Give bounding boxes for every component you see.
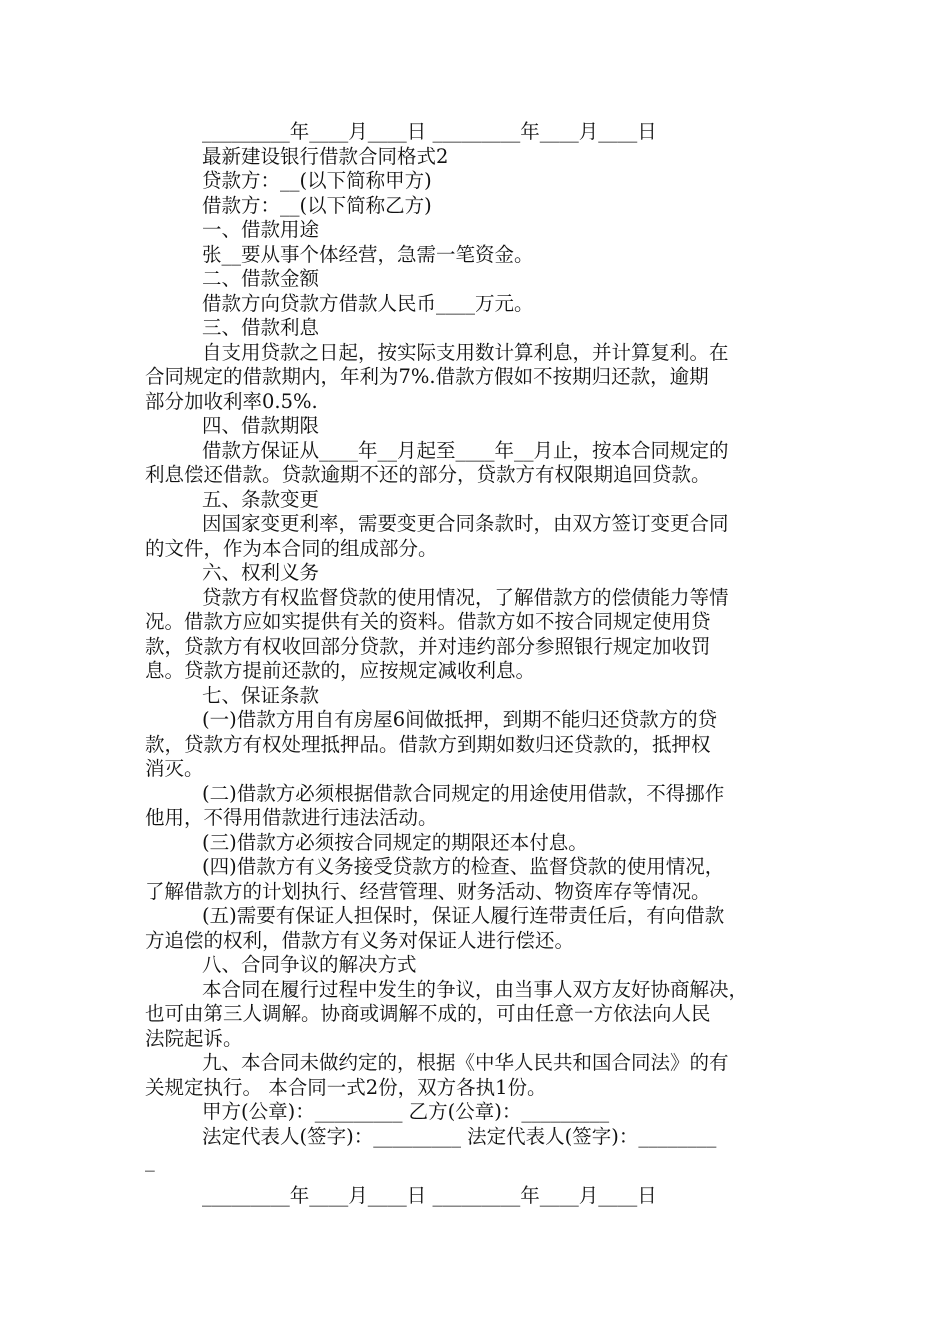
section-heading: 三、借款利息 [202, 316, 320, 339]
signature-line: 法定代表人(签字)：_________ 法定代表人(签字)：________ [202, 1124, 717, 1148]
borrower-line: 借款方：__(以下简称乙方) [202, 193, 432, 217]
paragraph-line: 款，贷款方有权收回部分贷款，并对违约部分参照银行规定加收罚 [145, 634, 711, 658]
paragraph-line: 方追偿的权利，借款方有义务对保证人进行偿还。 [145, 928, 575, 952]
paragraph-line: 况。借款方应如实提供有关的资料。借款方如不按合同规定使用贷 [145, 610, 711, 633]
signature-line-overflow: _ [145, 1149, 155, 1172]
section-heading: 七、保证条款 [202, 683, 320, 707]
spacer [145, 1174, 810, 1184]
paragraph-line: (五)需要有保证人担保时，保证人履行连带责任后，有向借款 [202, 904, 725, 927]
section-heading: 一、借款用途 [202, 218, 320, 241]
paragraph-line: 贷款方有权监督贷款的使用情况，了解借款方的偿债能力等情 [202, 585, 729, 609]
paragraph-line: 也可由第三人调解。协商或调解不成的，可由任意一方依法向人民 [145, 1002, 711, 1025]
section-heading: 五、条款变更 [202, 487, 320, 511]
paragraph-line: 的文件，作为本合同的组成部分。 [145, 536, 438, 560]
paragraph-line: 借款方向贷款方借款人民币____万元。 [202, 291, 534, 315]
seal-line: 甲方(公章)：_________ 乙方(公章)：_________ [202, 1100, 610, 1123]
paragraph-line: 张__要从事个体经营，急需一笔资金。 [202, 242, 534, 266]
paragraph-line: 款，贷款方有权处理抵押品。借款方到期如数归还贷款的，抵押权 [145, 732, 711, 756]
date-line-bottom: _________年____月____日 _________年____月____日 [202, 1183, 657, 1207]
paragraph-line: 息。贷款方提前还款的，应按规定减收利息。 [145, 659, 536, 682]
paragraph-line: (三)借款方必须按合同规定的期限还本付息。 [202, 830, 588, 854]
paragraph-line: 合同规定的借款期内，年利为7%.借款方假如不按期归还款，逾期 [145, 365, 709, 388]
section-heading: 六、权利义务 [202, 561, 320, 584]
section-heading: 四、借款期限 [202, 414, 320, 437]
paragraph-line: (二)借款方必须根据借款合同规定的用途使用借款，不得挪作 [202, 781, 725, 805]
paragraph-line: 因国家变更利率，需要变更合同条款时，由双方签订变更合同 [202, 512, 729, 535]
paragraph-line: (四)借款方有义务接受贷款方的检查、监督贷款的使用情况， [202, 855, 725, 878]
lender-line: 贷款方：__(以下简称甲方) [202, 169, 432, 192]
paragraph-line: 借款方保证从____年__月起至____年__月止，按本合同规定的 [202, 438, 729, 462]
paragraph-line: 自支用贷款之日起，按实际支用数计算利息，并计算复利。在 [202, 340, 729, 364]
paragraph-line: 消灭。 [145, 757, 204, 780]
section-heading: 二、借款金额 [202, 267, 320, 290]
paragraph-line: 利息偿还借款。贷款逾期不还的部分，贷款方有权限期追回贷款。 [145, 463, 711, 486]
paragraph-line: 部分加收利率0.5%. [145, 389, 318, 413]
paragraph-line: 他用，不得用借款进行违法活动。 [145, 806, 438, 829]
paragraph-line: 关规定执行。 本合同一式2份，双方各执1份。 [145, 1075, 547, 1099]
contract-page [145, 120, 810, 1208]
date-line-top: _________年____月____日 _________年____月____日 [202, 120, 657, 143]
paragraph-line: (一)借款方用自有房屋6间做抵押，到期不能归还贷款方的贷 [202, 708, 718, 731]
paragraph-line: 九、本合同未做约定的，根据《中华人民共和国合同法》的有 [202, 1051, 729, 1074]
section-heading: 八、合同争议的解决方式 [202, 953, 417, 976]
paragraph-line: 法院起诉。 [145, 1026, 243, 1050]
paragraph-line: 了解借款方的计划执行、经营管理、财务活动、物资库存等情况。 [145, 879, 711, 903]
paragraph-line: 本合同在履行过程中发生的争议，由当事人双方友好协商解决， [202, 977, 749, 1001]
document-title: 最新建设银行借款合同格式2 [202, 144, 449, 168]
